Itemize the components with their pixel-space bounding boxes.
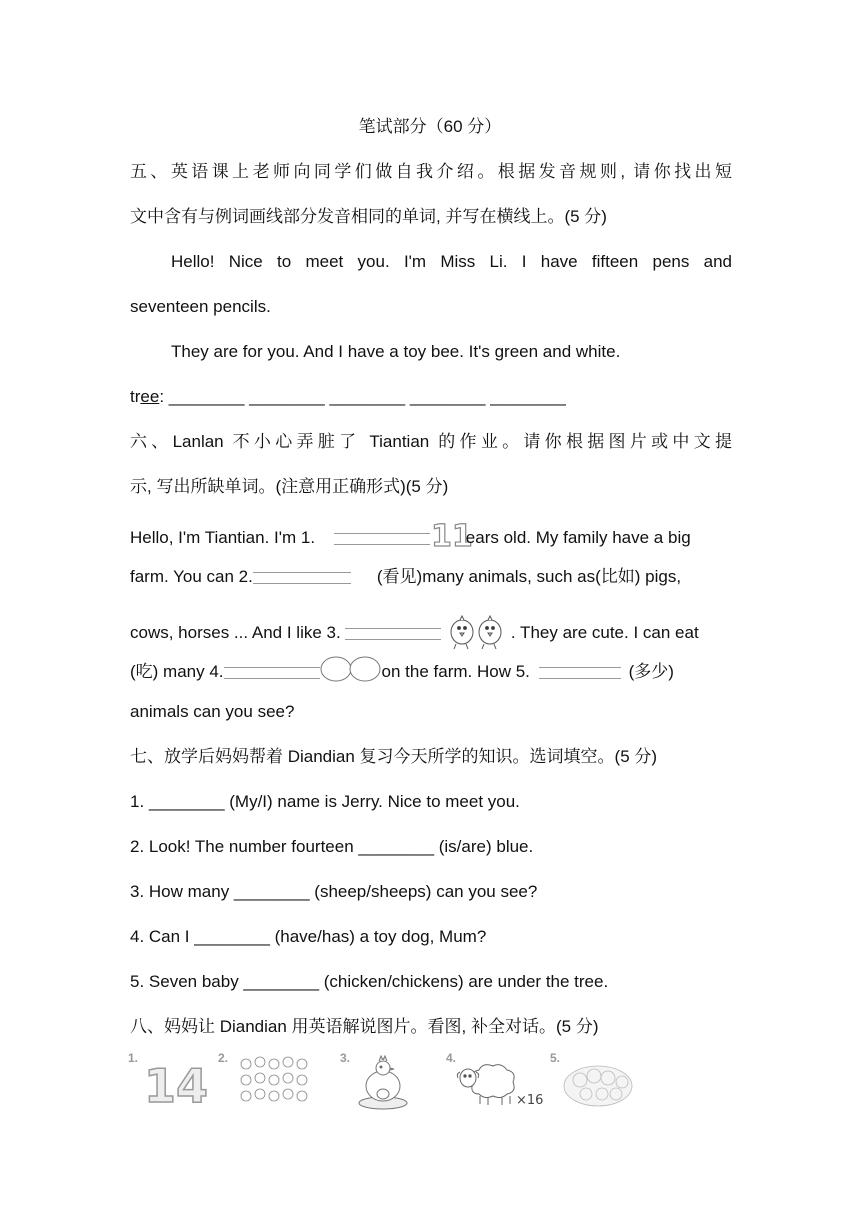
chicks-icon — [446, 610, 506, 657]
animal-group-icon — [564, 1066, 632, 1106]
q5-passage-line3: They are for you. And I have a toy bee. It's green and white. — [171, 342, 621, 361]
q7-item-4[interactable]: 4. Can I ________ (have/has) a toy dog, Mum? — [130, 927, 487, 946]
q8-label-4: 4. — [446, 1051, 457, 1065]
q7-heading: 七、放学后妈妈帮着 Diandian 复习今天所学的知识。选词填空。(5 分) — [130, 747, 658, 766]
page-title: 笔试部分（60 分） — [358, 117, 502, 136]
q8-label-5: 5. — [550, 1051, 561, 1065]
chick-group-icon — [241, 1057, 307, 1101]
q5-answer-line — [130, 385, 732, 409]
blank-1[interactable] — [334, 531, 430, 547]
example-word-underlined: ee — [140, 387, 160, 406]
number-fourteen-icon: 14 — [144, 1059, 209, 1113]
number-eleven-label: 11 — [430, 519, 473, 554]
blank-2[interactable] — [253, 570, 351, 586]
q6-sentence-4 — [130, 655, 732, 690]
q8-heading: 八、妈妈让 Diandian 用英语解说图片。看图, 补全对话。(5 分) — [130, 1017, 599, 1036]
q6-sentence-5: animals can you see? — [130, 702, 295, 721]
q6-s4-text-c: (多少) — [628, 661, 674, 681]
q8-label-2: 2. — [218, 1051, 229, 1065]
q8-picture-strip — [128, 1050, 638, 1112]
sheep-count-label: ×16 — [516, 1093, 544, 1108]
q6-s1-text-b: ears old. My family have a big — [465, 527, 691, 547]
answer-blanks[interactable]: : ________ ________ ________ ________ ________ — [159, 387, 566, 406]
q6-s3-text-b: . They are cute. I can eat — [510, 622, 699, 642]
q8-label-3: 3. — [340, 1051, 351, 1065]
blank-4[interactable] — [224, 665, 320, 681]
q5-heading-line1: 五、英语课上老师向同学们做自我介绍。根据发音规则, 请你找出短 — [130, 162, 732, 181]
q7-item-5[interactable]: 5. Seven baby ________ (chicken/chickens) are under the tree. — [130, 972, 609, 991]
q6-s4-text-b: on the farm. How 5. — [381, 661, 530, 681]
blank-3[interactable] — [345, 626, 441, 642]
sheep-icon — [457, 1065, 514, 1105]
q5-passage-line1: Hello! Nice to meet you. I'm Miss Li. I have fifteen pens and — [171, 252, 732, 271]
q6-heading-line2: 示, 写出所缺单词。(注意用正确形式)(5 分) — [130, 477, 449, 496]
hen-icon — [359, 1056, 407, 1109]
q5-passage-line2: seventeen pencils. — [130, 297, 271, 316]
q6-sentence-2 — [130, 565, 732, 589]
q8-label-1: 1. — [128, 1051, 139, 1065]
eggs-icon — [320, 655, 382, 690]
q6-heading-line1: 六、Lanlan 不小心弄脏了 Tiantian 的作业。请你根据图片或中文提 — [130, 432, 732, 451]
q6-sentence-3 — [130, 610, 732, 657]
q6-s1-text: Hello, I'm Tiantian. I'm 1. — [130, 527, 316, 547]
q7-item-2[interactable]: 2. Look! The number fourteen ________ (is/are) blue. — [130, 837, 534, 856]
q7-item-3[interactable]: 3. How many ________ (sheep/sheeps) can you see? — [130, 882, 538, 901]
q6-s2-text: farm. You can 2. — [130, 567, 253, 586]
q7-item-1[interactable]: 1. ________ (My/I) name is Jerry. Nice to meet you. — [130, 792, 520, 811]
q6-sentence-1 — [130, 520, 732, 557]
example-word-prefix: tr — [130, 387, 141, 406]
blank-5[interactable] — [539, 665, 621, 681]
q5-heading-line2: 文中含有与例词画线部分发音相同的单词, 并写在横线上。(5 分) — [130, 207, 607, 226]
q6-s2-text-b: (看见)many animals, such as(比如) pigs, — [376, 567, 682, 586]
q6-s3-text: cows, horses ... And I like 3. — [130, 622, 341, 642]
q6-s4-text: (吃) many 4. — [130, 661, 224, 681]
number-eleven-icon — [430, 519, 473, 557]
